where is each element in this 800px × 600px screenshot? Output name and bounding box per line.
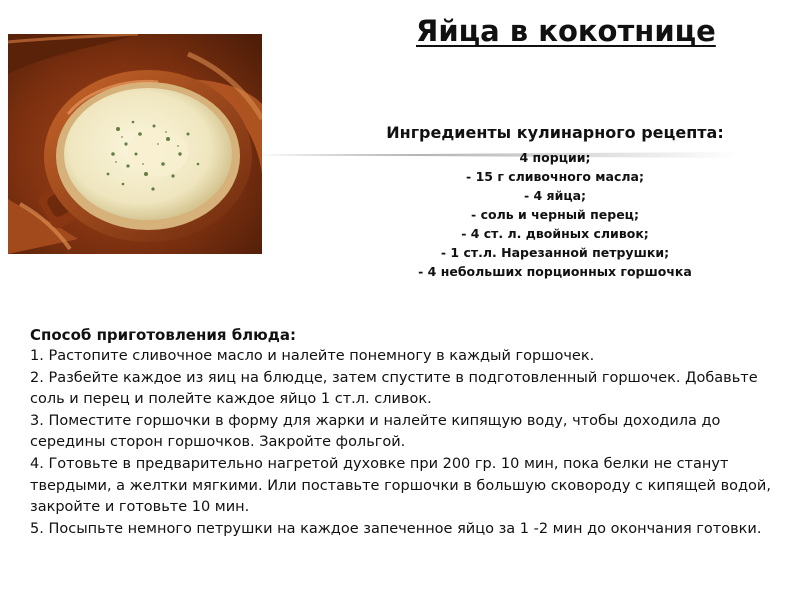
method-step: 1. Растопите сливочное масло и налейте понемногу в каждый горшочек. [30,348,595,364]
method-heading: Способ приготовления блюда: [30,326,296,344]
recipe-title: Яйца в кокотнице [416,14,716,48]
ingredients-heading: Ингредиенты кулинарного рецепта: [386,123,724,142]
method-step: 5. Посыпьте немного петрушки на каждое запеченное яйцо за 1 -2 мин до окончания готовки. [30,520,762,537]
ingredient-item: - 4 ст. л. двойных сливок; [461,226,649,241]
ingredient-item: - 1 ст.л. Нарезанной петрушки; [440,245,670,260]
ingredient-item: - 15 г сливочного масла; [466,169,644,184]
ingredient-item: 4 порции; [519,150,591,165]
ingredient-item: - 4 небольших порционных горшочка [418,264,692,279]
egg-cocotte-pot-photo [8,34,262,254]
method-section [30,325,780,540]
ingredient-item: - соль и черный перец; [471,207,639,222]
ingredient-item: - 4 яйца; [523,188,587,203]
recipe-photo [8,34,262,254]
ingredients-list [330,148,780,281]
method-step: 2. Разбейте каждое из яиц на блюдце, затем спустите в подготовленный горшочек. Добавьте соль и перец и полейте каждое яйцо 1 ст.л. сливок. [30,369,758,408]
method-step: 3. Поместите горшочки в форму для жарки и налейте кипящую воду, чтобы доходила до середины сторон горшочков. Закройте фольгой. [30,412,721,451]
method-step: 4. Готовьте в предварительно нагретой духовке при 200 гр. 10 мин, пока белки не станут твердыми, а желтки мягкими. Или поставьте горшочки в большую сковороду с кипящей водой, закройте и готовьте 10 мин. [30,455,771,516]
